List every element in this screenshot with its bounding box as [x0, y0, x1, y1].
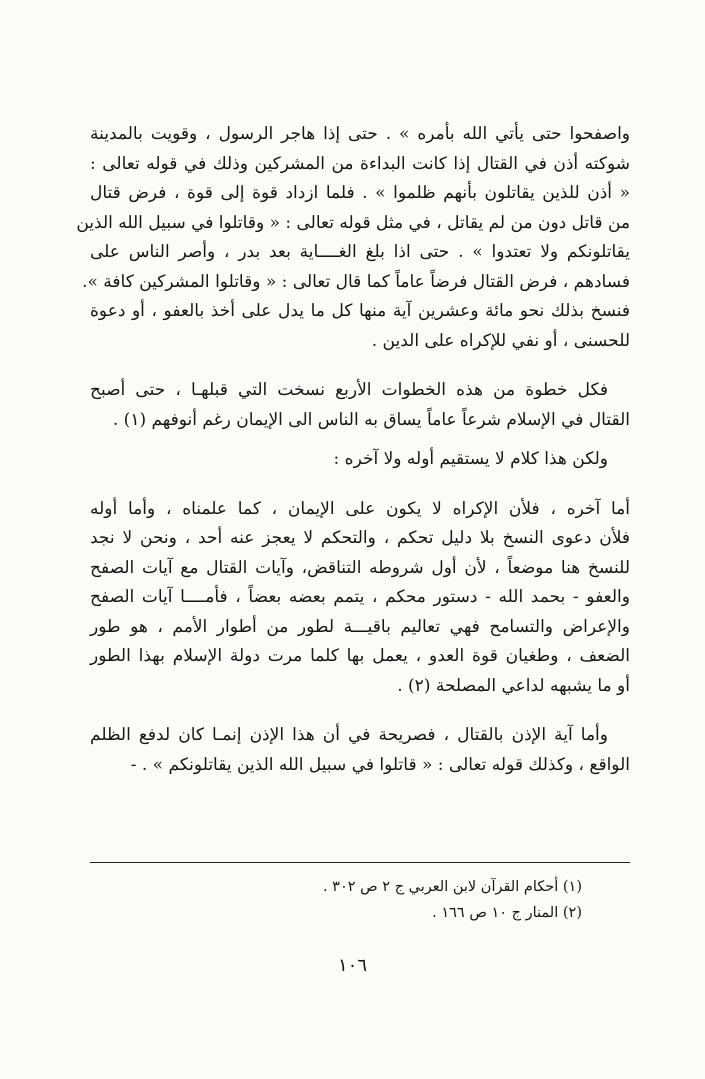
text-line: والإعراض والتسامح فهي تعاليم باقيـــة لطور من أطوار الأمم ، هو طور — [90, 616, 630, 637]
text-line: من قاتل دون من لم يقاتل ، في مثل قوله تعالى : « وقاتلوا في سبيل الله الذين — [76, 212, 630, 233]
text-line: يقاتلونكم ولا تعتدوا » . حتى اذا بلغ الغــــاية بعد بدر ، وأصر الناس على — [90, 242, 630, 262]
paragraph-spacer — [90, 435, 630, 445]
text-line: ولكن هذا كلام لا يستقيم أوله ولا آخره : — [333, 449, 608, 469]
text-line: فنسخ بذلك نحو مائة وعشرين آية منها كل ما يدل على أخذ بالعفو ، أو دعوة — [90, 301, 630, 321]
text-line: القتال في الإسلام شرعاً عاماً يساق به الناس الى الإيمان رغم أنوفهم (١) . — [112, 409, 630, 430]
text-line: فسادهم ، فرض القتال فرضاً عاماً كما قال تعالى : « وقاتلوا المشركين كافة ». — [82, 271, 630, 292]
text-line: فكل خطوة من هذه الخطوات الأربع نسخت التي قبلهـا ، حتى أصبح — [90, 380, 608, 400]
page-number: ١٠٦ — [337, 955, 367, 976]
paragraph-3 — [90, 445, 630, 475]
text-line: « أذن للذين يقاتلون بأنهم ظلموا » . فلما ازداد قوة إلى قوة ، فرض قتال — [90, 183, 630, 203]
text-line: الضعف ، وطغيان قوة العدو ، يعمل بها كلما مرت دولة الإسلام بهذا الطور — [90, 646, 630, 666]
text-line: للحسنى ، أو نفي للإكراه على الدين . — [371, 330, 630, 351]
paragraph-1 — [76, 120, 630, 356]
text-line: فلأن دعوى النسخ بلا دليل تحكم ، والتحكم لا يعجز عنه أحد ، ونحن لا نجد — [90, 528, 630, 548]
paragraph-4 — [90, 495, 630, 702]
paragraph-spacer — [90, 701, 630, 721]
paragraph-2 — [90, 376, 630, 435]
footnotes — [90, 874, 610, 926]
text-line: الواقع ، وكذلك قوله تعالى : « قاتلوا في سبيل الله الذين يقاتلونكم » . - — [130, 754, 630, 775]
text-line: وأما آية الإذن بالقتال ، فصريحة في أن هذا الإذن إنمـا كان لدفع الظلم — [90, 725, 608, 745]
footnote: (١) أحكام القرآن لابن العربي ج ٢ ص ٣٠٢ . — [322, 879, 582, 895]
paragraph-5 — [90, 721, 630, 780]
text-line: واصفحوا حتى يأتي الله بأمره » . حتى إذا هاجر الرسول ، وقويت بالمدينة — [90, 124, 630, 144]
text-line: والعفو - بحمد الله - دستور محكم ، يتمم بعضه بعضاً ، فأمــــا آيات الصفح — [90, 587, 630, 607]
paragraph-spacer — [90, 356, 630, 376]
text-line: للنسخ هنا موضعاً ، لأن أول شروطه التناقض، وآيات القتال مع آيات الصفح — [90, 557, 630, 578]
paragraph-spacer — [90, 475, 630, 495]
footnote-divider — [90, 862, 630, 863]
footnote: (٢) المنار ج ١٠ ص ١٦٦ . — [432, 905, 582, 921]
main-text — [76, 120, 630, 780]
text-line: أما آخره ، فلأن الإكراه لا يكون على الإيمان ، كما علمناه ، وأما أوله — [90, 498, 630, 519]
text-line: شوكته أذن في القتال إذا كانت البداءة من المشركين وذلك في قوله تعالى : — [90, 153, 630, 174]
text-line: أو ما يشبهه لداعي المصلحة (٢) . — [397, 675, 630, 696]
